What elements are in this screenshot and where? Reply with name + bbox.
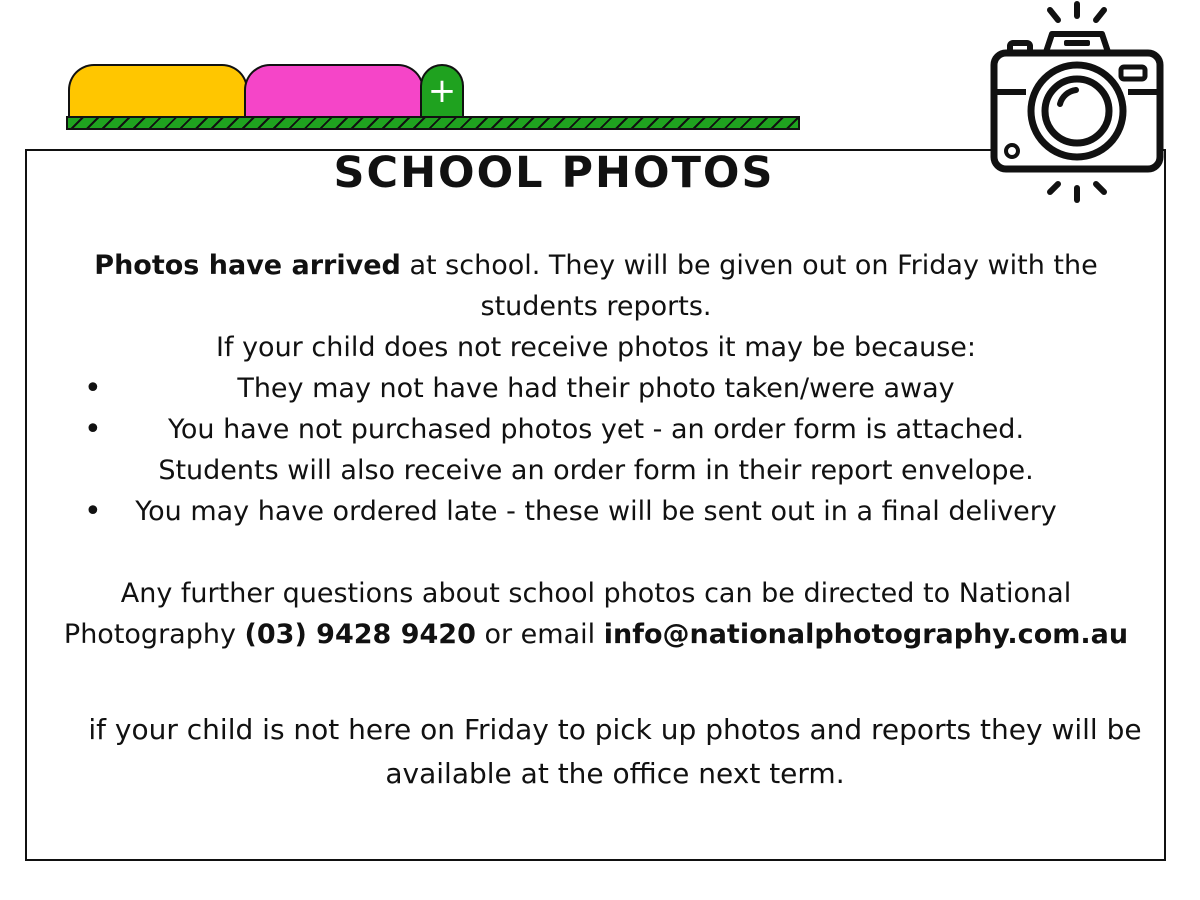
reasons-list (45, 368, 1147, 532)
reason-text: You have not purchased photos yet - an order form is attached. (167, 414, 1025, 445)
intro-bold: Photos have arrived (94, 250, 401, 281)
contact-middle: or email (475, 619, 604, 650)
bullet-icon: • (84, 371, 102, 406)
bullet-icon: • (84, 494, 102, 529)
decorative-tabs (66, 64, 802, 132)
pink-tab (244, 64, 424, 118)
contact-line-1: Any further questions about school photos can be directed to National (120, 578, 1072, 609)
email-address: info@nationalphotography.com.au (603, 619, 1129, 650)
intro-text: at school. They will be given out on Friday with the (400, 250, 1098, 281)
contact-prefix: Photography (63, 619, 245, 650)
bullet-icon: • (84, 412, 102, 447)
page-title: SCHOOL PHOTOS (333, 148, 775, 198)
striped-tab-bar (66, 116, 800, 130)
reason-text: They may not have had their photo taken/were away (237, 373, 955, 404)
intro-line-2: students reports. (480, 291, 712, 322)
phone-number: (03) 9428 9420 (244, 619, 476, 650)
list-item (45, 409, 1147, 491)
intro-line-1 (45, 245, 1147, 286)
list-item (45, 491, 1147, 532)
list-item (45, 368, 1147, 409)
reason-text-cont: Students will also receive an order form in their report envelope. (158, 455, 1034, 486)
closing-line-2: available at the office next term. (385, 757, 845, 790)
yellow-tab (68, 64, 248, 118)
plus-icon: + (420, 64, 464, 118)
contact-line-2 (45, 614, 1147, 655)
notice-body (45, 245, 1147, 655)
closing-line-1: if your child is not here on Friday to pick up photos and reports they will be (88, 713, 1142, 746)
reason-text: You may have ordered late - these will be sent out in a final delivery (135, 496, 1057, 527)
intro-line-3: If your child does not receive photos it may be because: (216, 332, 976, 363)
closing-note (45, 708, 1185, 796)
